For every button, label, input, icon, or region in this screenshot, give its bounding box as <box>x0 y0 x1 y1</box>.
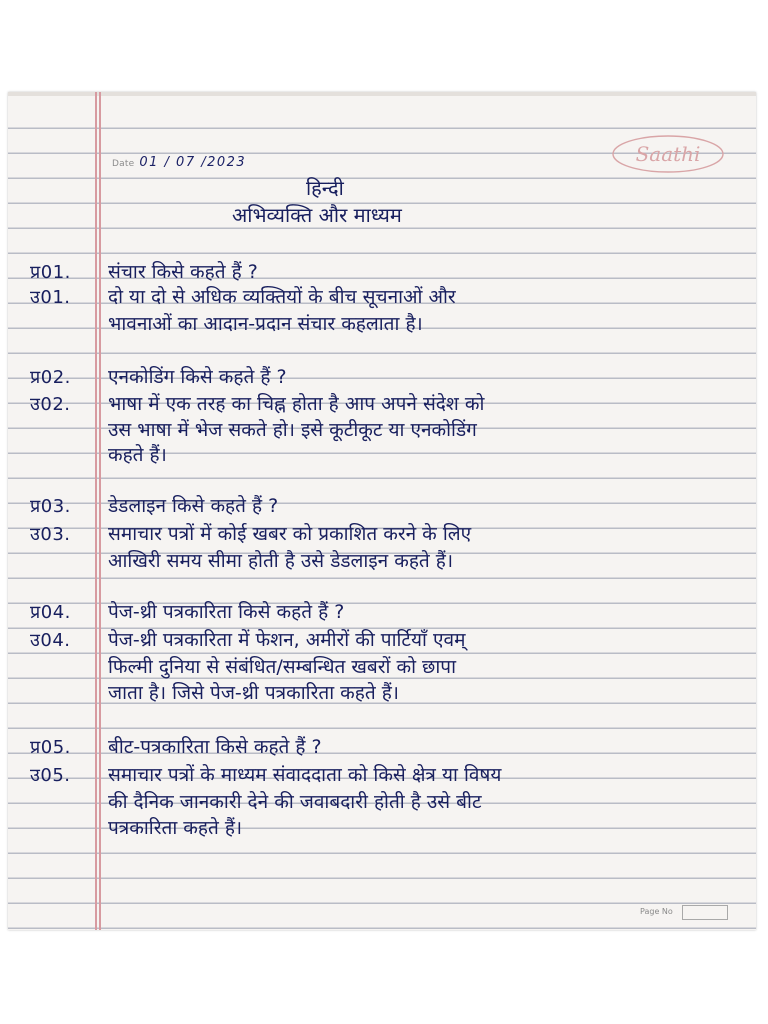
margin-line <box>95 92 97 930</box>
subject-heading: हिन्दी <box>306 176 344 200</box>
chapter-heading: अभिव्यक्ति और माध्यम <box>232 203 402 227</box>
answer-label: उ05. <box>30 765 71 786</box>
question-label: प्र03. <box>30 496 71 517</box>
answer-line: समाचार पत्रों में कोई खबर को प्रकाशित करने के लिए <box>108 523 472 545</box>
question-label: प्र02. <box>30 367 71 388</box>
date-field <box>112 155 246 170</box>
margin-line <box>99 92 101 930</box>
question-text: संचार किसे कहते हैं ? <box>108 261 258 283</box>
page-number-label: Page No <box>640 907 673 916</box>
page-top-edge <box>8 92 756 96</box>
answer-line: दो या दो से अधिक व्यक्तियों के बीच सूचनाओं और <box>108 286 456 308</box>
answer-label: उ04. <box>30 630 71 651</box>
answer-line: भाषा में एक तरह का चिह्न होता है आप अपने संदेश को <box>108 393 485 415</box>
date-value: 01 / 07 /2023 <box>139 155 247 170</box>
logo-text: Saathi <box>635 142 701 166</box>
answer-line: समाचार पत्रों के माध्यम संवाददाता को किसे क्षेत्र या विषय <box>108 764 502 786</box>
answer-line: जाता है। जिसे पेज-थ्री पत्रकारिता कहते हैं। <box>108 682 400 704</box>
answer-label: उ01. <box>30 287 71 308</box>
question-text: बीट-पत्रकारिता किसे कहते हैं ? <box>108 736 322 758</box>
answer-line: की दैनिक जानकारी देने की जवाबदारी होती है उसे बीट <box>108 791 482 813</box>
answer-label: उ02. <box>30 394 71 415</box>
answer-line: आखिरी समय सीमा होती है उसे डेडलाइन कहते हैं। <box>108 550 454 572</box>
answer-line: उस भाषा में भेज सकते हो। इसे कूटीकूट या एनकोडिंग <box>108 419 477 441</box>
answer-line: कहते हैं। <box>108 444 167 466</box>
page-number-box <box>682 905 728 920</box>
answer-label: उ03. <box>30 524 71 545</box>
answer-line: फिल्मी दुनिया से संबंधित/सम्बन्धित खबरों को छापा <box>108 656 457 678</box>
answer-line: पत्रकारिता कहते हैं। <box>108 817 243 839</box>
date-label: Date <box>112 159 135 169</box>
answer-line: पेज-थ्री पत्रकारिता में फेशन, अमीरों की पार्टियाँ एवम् <box>108 629 466 651</box>
saathi-logo <box>611 134 725 174</box>
question-text: एनकोडिंग किसे कहते हैं ? <box>108 366 287 388</box>
answer-line: भावनाओं का आदान-प्रदान संचार कहलाता है। <box>108 313 423 335</box>
question-text: डेडलाइन किसे कहते हैं ? <box>108 495 279 517</box>
question-label: प्र05. <box>30 737 71 758</box>
question-text: पेज-थ्री पत्रकारिता किसे कहते हैं ? <box>108 601 345 623</box>
question-label: प्र04. <box>30 602 71 623</box>
question-label: प्र01. <box>30 262 71 283</box>
